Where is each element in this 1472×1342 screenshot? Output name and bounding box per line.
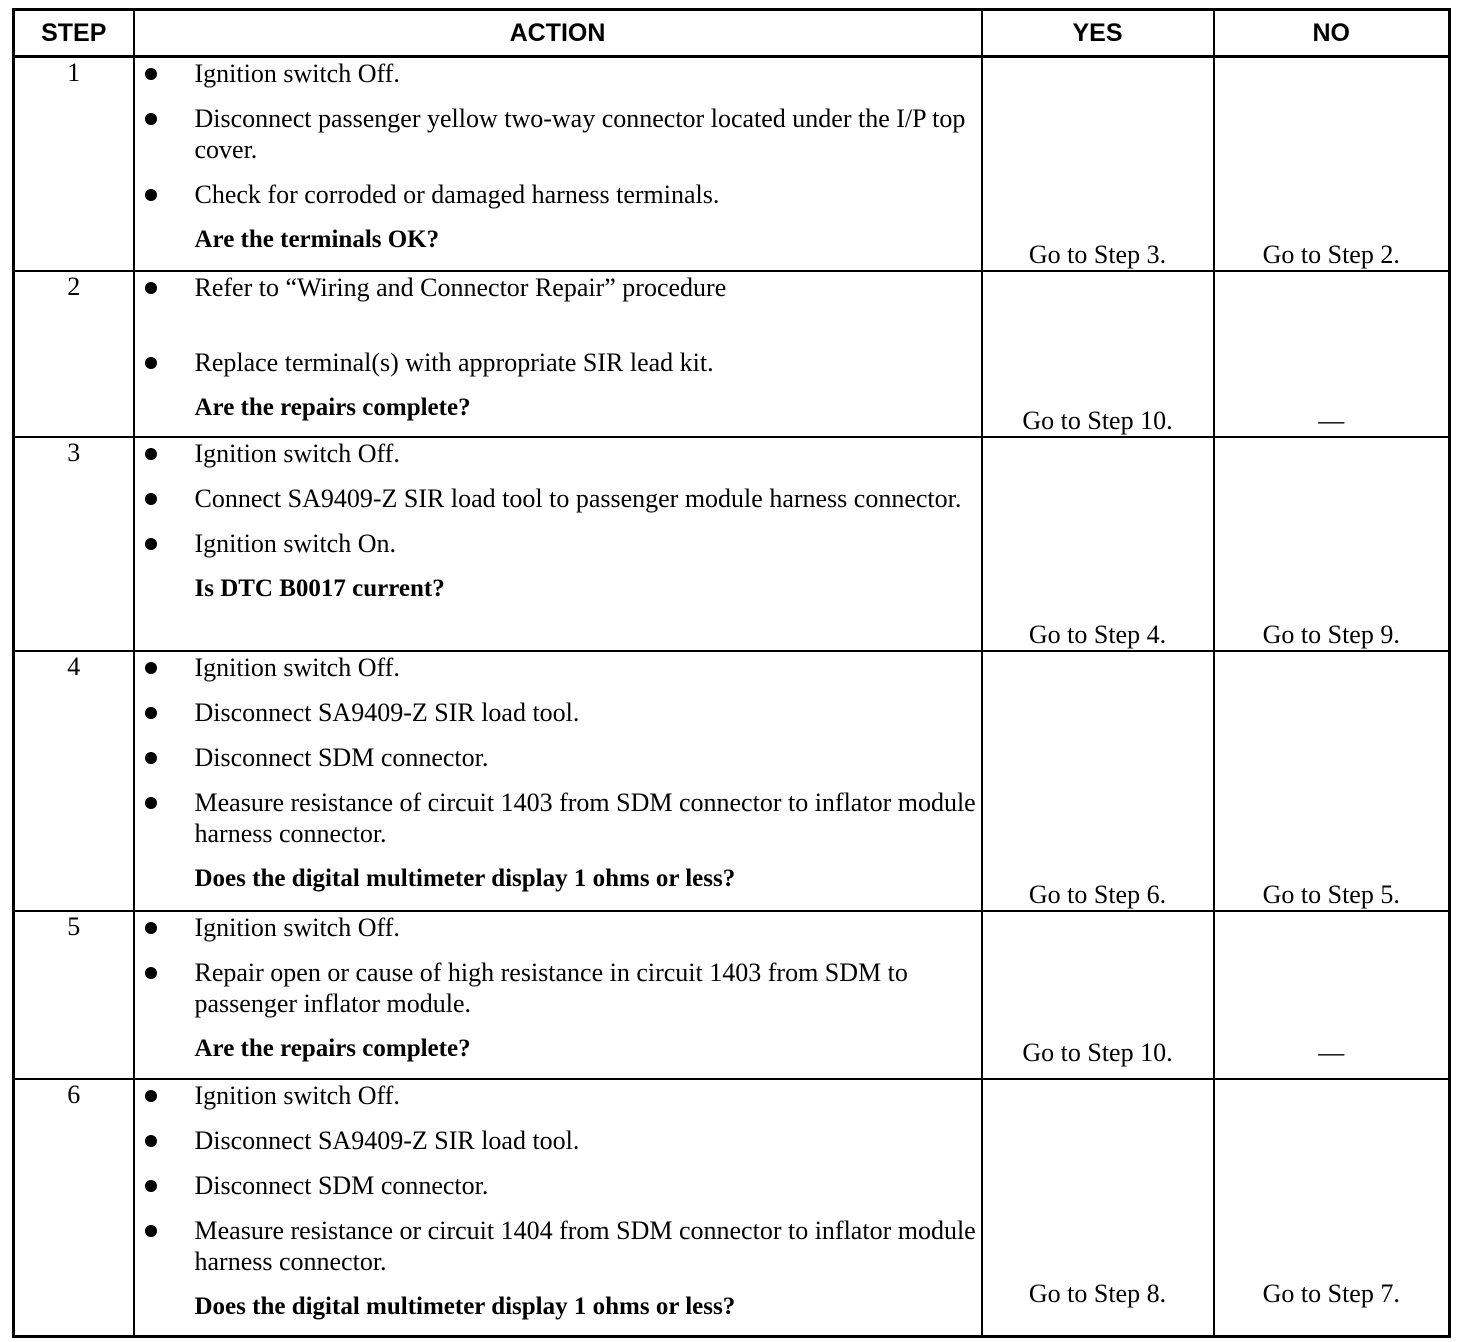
action-item: Ignition switch Off. xyxy=(135,912,981,943)
bullet-icon xyxy=(145,189,157,201)
bullet-icon xyxy=(145,922,157,934)
action-list xyxy=(135,438,981,559)
action-item: Connect SA9409-Z SIR load tool to passenger module harness connector. xyxy=(135,483,981,514)
step-number: 4 xyxy=(14,651,134,911)
action-cell xyxy=(134,651,982,911)
step-number: 6 xyxy=(14,1079,134,1337)
table-row xyxy=(14,57,1450,271)
bullet-icon xyxy=(145,1225,157,1237)
table-row xyxy=(14,911,1450,1079)
action-cell xyxy=(134,437,982,651)
bullet-icon xyxy=(145,68,157,80)
table-row xyxy=(14,271,1450,437)
yes-result: Go to Step 10. xyxy=(982,911,1214,1079)
table-row xyxy=(14,1079,1450,1337)
step-number: 5 xyxy=(14,911,134,1079)
action-item: Ignition switch Off. xyxy=(135,652,981,683)
action-list xyxy=(135,652,981,849)
action-list xyxy=(135,1080,981,1277)
action-item: Ignition switch On. xyxy=(135,528,981,559)
action-item: Ignition switch Off. xyxy=(135,58,981,89)
action-item: Disconnect SA9409-Z SIR load tool. xyxy=(135,1125,981,1156)
action-cell xyxy=(134,57,982,271)
action-question: Are the terminals OK? xyxy=(194,226,440,253)
bullet-icon xyxy=(145,357,157,369)
yes-result: Go to Step 8. xyxy=(982,1079,1214,1337)
no-result: Go to Step 5. xyxy=(1214,651,1450,911)
action-cell xyxy=(134,271,982,437)
bullet-icon xyxy=(145,662,157,674)
no-result: — xyxy=(1214,271,1450,437)
no-result: — xyxy=(1214,911,1450,1079)
action-item: Measure resistance of circuit 1403 from SDM connector to inflator module harness connector. xyxy=(135,787,981,849)
bullet-icon xyxy=(145,538,157,550)
step-number: 3 xyxy=(14,437,134,651)
bullet-icon xyxy=(145,1090,157,1102)
no-result: Go to Step 7. xyxy=(1214,1079,1450,1337)
header-no: NO xyxy=(1214,10,1450,57)
yes-result: Go to Step 4. xyxy=(982,437,1214,651)
bullet-icon xyxy=(145,797,157,809)
step-number: 1 xyxy=(14,57,134,271)
action-item: Disconnect passenger yellow two-way connector located under the I/P top cover. xyxy=(135,103,981,165)
header-yes: YES xyxy=(982,10,1214,57)
bullet-icon xyxy=(145,1180,157,1192)
action-list xyxy=(135,272,981,378)
bullet-icon xyxy=(145,282,157,294)
yes-result: Go to Step 10. xyxy=(982,271,1214,437)
diagnostic-table xyxy=(12,8,1451,1338)
header-row xyxy=(14,10,1450,57)
bullet-icon xyxy=(145,967,157,979)
step-number: 2 xyxy=(14,271,134,437)
action-item: Ignition switch Off. xyxy=(135,438,981,469)
action-question: Are the repairs complete? xyxy=(194,1034,471,1062)
action-question: Does the digital multimeter display 1 ohms or less? xyxy=(194,864,736,892)
action-cell xyxy=(134,1079,982,1337)
action-item: Disconnect SDM connector. xyxy=(135,1170,981,1201)
yes-result: Go to Step 3. xyxy=(982,57,1214,271)
action-item: Replace terminal(s) with appropriate SIR lead kit. xyxy=(135,347,981,378)
action-item: Disconnect SA9409-Z SIR load tool. xyxy=(135,697,981,728)
bullet-icon xyxy=(145,448,157,460)
action-item: Check for corroded or damaged harness terminals. xyxy=(135,179,981,210)
action-item: Refer to “Wiring and Connector Repair” procedure xyxy=(135,272,981,303)
bullet-icon xyxy=(145,113,157,125)
bullet-icon xyxy=(145,493,157,505)
action-list xyxy=(135,58,981,210)
action-item: Measure resistance or circuit 1404 from SDM connector to inflator module harness connector. xyxy=(135,1215,981,1277)
action-cell xyxy=(134,911,982,1079)
header-action: ACTION xyxy=(134,10,982,57)
action-question: Is DTC B0017 current? xyxy=(194,574,445,602)
yes-result: Go to Step 6. xyxy=(982,651,1214,911)
no-result: Go to Step 2. xyxy=(1214,57,1450,271)
table-row xyxy=(14,651,1450,911)
action-item: Ignition switch Off. xyxy=(135,1080,981,1111)
bullet-icon xyxy=(145,707,157,719)
header-step: STEP xyxy=(14,10,134,57)
bullet-icon xyxy=(145,752,157,764)
table-row xyxy=(14,437,1450,651)
action-list xyxy=(135,912,981,1019)
action-item: Repair open or cause of high resistance in circuit 1403 from SDM to passenger inflator module. xyxy=(135,957,981,1019)
action-item: Disconnect SDM connector. xyxy=(135,742,981,773)
action-question: Are the repairs complete? xyxy=(194,393,471,421)
action-question: Does the digital multimeter display 1 ohms or less? xyxy=(194,1292,736,1320)
no-result: Go to Step 9. xyxy=(1214,437,1450,651)
bullet-icon xyxy=(145,1135,157,1147)
